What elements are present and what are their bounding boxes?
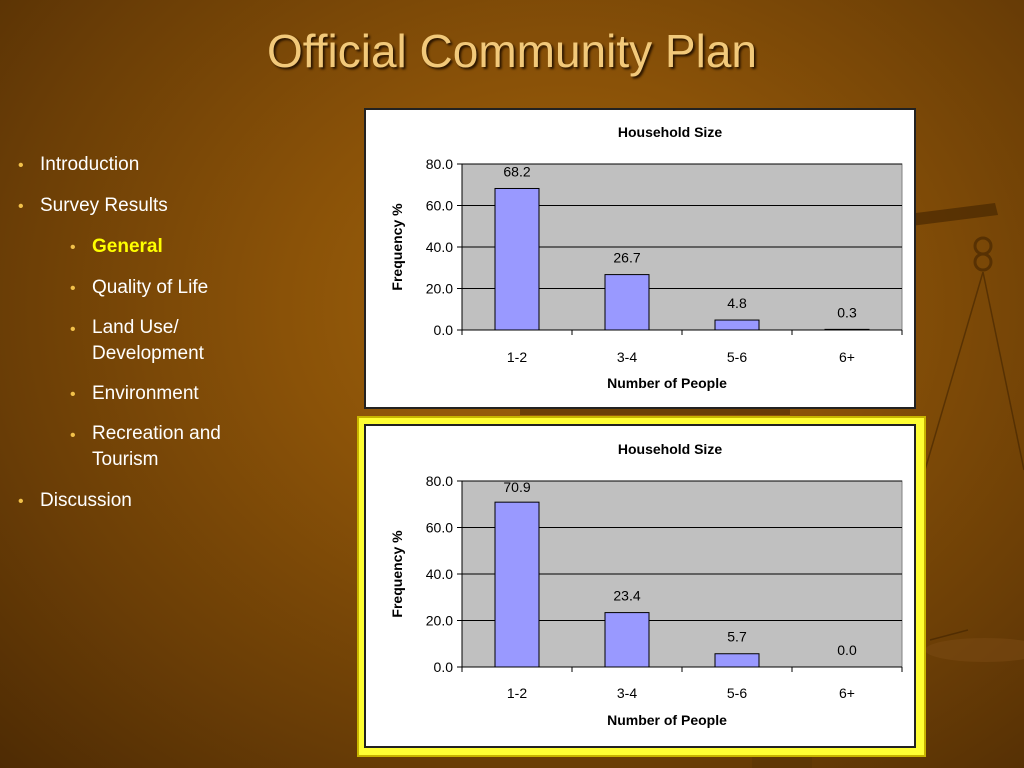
data-label: 4.8 xyxy=(727,295,747,312)
y-tick-label: 80.0 xyxy=(425,473,453,489)
y-tick-label: 20.0 xyxy=(425,612,453,629)
bar-1-2 xyxy=(495,502,539,667)
y-tick-label: 60.0 xyxy=(425,197,453,214)
x-tick-label: 6+ xyxy=(839,349,855,365)
data-label: 0.3 xyxy=(837,304,857,321)
data-label: 0.0 xyxy=(837,642,857,658)
bar-3-4 xyxy=(605,613,649,667)
data-label: 70.9 xyxy=(503,479,531,495)
y-tick-label: 0.0 xyxy=(433,659,453,675)
bullet-dot-icon: • xyxy=(70,239,76,256)
x-axis-label: Number of People xyxy=(607,712,727,728)
bullet-land-use-development[interactable]: • Land Use/ Development xyxy=(70,317,204,364)
x-tick-label: 6+ xyxy=(839,685,855,701)
bullet-general[interactable]: • General xyxy=(70,236,163,257)
y-tick-label: 40.0 xyxy=(425,566,453,582)
chart-1-svg xyxy=(366,110,914,407)
bullet-dot-icon: • xyxy=(18,157,24,174)
data-label: 5.7 xyxy=(727,628,747,645)
x-tick-label: 1-2 xyxy=(506,349,528,365)
y-axis-label: Frequency % xyxy=(389,203,405,291)
y-tick-label: 0.0 xyxy=(433,322,453,338)
bar-5-6 xyxy=(715,654,759,667)
y-tick-label: 40.0 xyxy=(425,239,453,255)
x-axis-label: Number of People xyxy=(607,375,727,391)
slide-title: Official Community Plan xyxy=(267,25,757,77)
data-label: 68.2 xyxy=(503,163,531,180)
bullet-dot-icon: • xyxy=(18,493,24,510)
bullet-dot-icon: • xyxy=(18,198,24,215)
data-label: 26.7 xyxy=(613,249,641,266)
bullet-dot-icon: • xyxy=(70,280,76,297)
y-tick-label: 80.0 xyxy=(425,156,453,172)
bullet-dot-icon: • xyxy=(70,386,76,403)
household-size-chart-1 xyxy=(364,108,916,409)
bullet-environment[interactable]: • Environment xyxy=(70,383,199,404)
bar-1-2 xyxy=(495,188,539,330)
x-tick-label: 1-2 xyxy=(506,685,528,701)
y-tick-label: 20.0 xyxy=(425,280,453,297)
x-tick-label: 5-6 xyxy=(726,349,748,365)
x-tick-label: 5-6 xyxy=(726,685,748,701)
bullet-discussion[interactable]: • Discussion xyxy=(18,490,132,511)
y-axis-label: Frequency % xyxy=(389,530,405,618)
chart-2-svg xyxy=(366,426,914,746)
chart-title: Household Size xyxy=(617,124,723,140)
chart-title: Household Size xyxy=(617,441,723,457)
bar-3-4 xyxy=(605,275,649,330)
bar-5-6 xyxy=(715,320,759,330)
bullet-quality-of-life[interactable]: • Quality of Life xyxy=(70,277,209,298)
bar-6+ xyxy=(825,329,869,330)
x-tick-label: 3-4 xyxy=(616,685,638,701)
x-tick-label: 3-4 xyxy=(616,349,638,365)
y-tick-label: 60.0 xyxy=(425,519,453,536)
bullet-dot-icon: • xyxy=(70,427,76,444)
bullet-introduction[interactable]: • Introduction xyxy=(18,154,140,175)
data-label: 23.4 xyxy=(613,587,641,604)
bullet-survey-results[interactable]: • Survey Results xyxy=(18,195,168,216)
bullet-recreation-tourism[interactable]: • Recreation and Tourism xyxy=(70,423,221,470)
bullet-dot-icon: • xyxy=(70,321,76,338)
household-size-chart-2 xyxy=(364,424,916,748)
